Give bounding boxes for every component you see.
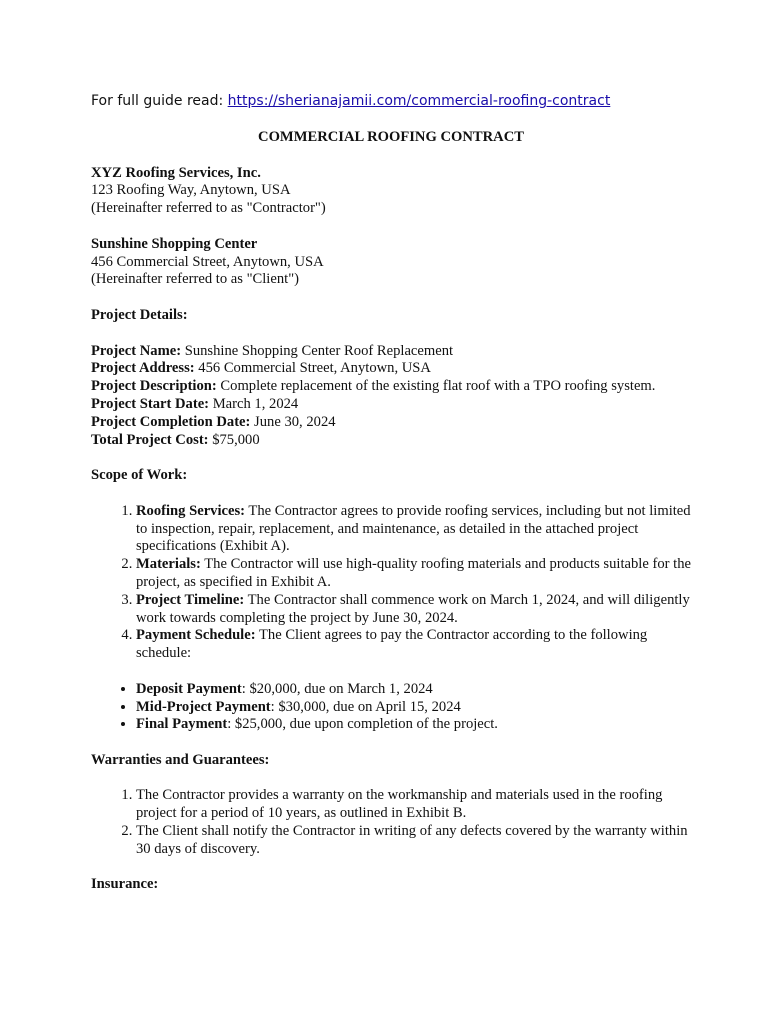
detail-label: Project Start Date: xyxy=(91,395,210,412)
project-detail-row xyxy=(91,396,691,414)
detail-value: Sunshine Shopping Center Roof Replacement xyxy=(181,342,454,359)
detail-label: Total Project Cost: xyxy=(91,431,209,448)
contract-body xyxy=(91,129,691,894)
guide-line xyxy=(91,92,610,110)
project-detail-row xyxy=(91,360,691,378)
contract-title: COMMERCIAL ROOFING CONTRACT xyxy=(258,129,524,145)
detail-label: Project Name: xyxy=(91,342,182,359)
project-detail-row xyxy=(91,432,691,450)
detail-label: Project Address: xyxy=(91,360,195,377)
scope-list xyxy=(91,503,691,663)
list-item: 4. Payment Schedule: The Client agrees to pay the Contractor according to the following schedule: xyxy=(136,627,691,663)
contractor-address: 123 Roofing Way, Anytown, USA xyxy=(91,182,291,199)
client-address: 456 Commercial Street, Anytown, USA xyxy=(91,253,324,270)
contractor-ref: (Hereinafter referred to as "Contractor") xyxy=(91,200,326,217)
client-ref: (Hereinafter referred to as "Client") xyxy=(91,271,300,288)
contractor-block xyxy=(91,165,691,218)
list-item: • Mid-Project Payment: $30,000, due on April 15, 2024 xyxy=(136,699,691,717)
guide-prefix: For full guide read: xyxy=(91,93,228,109)
detail-label: Project Completion Date: xyxy=(91,413,251,430)
scope-heading: Scope of Work: xyxy=(91,467,188,484)
list-item: • Final Payment: $25,000, due upon completion of the project. xyxy=(136,716,691,734)
project-details xyxy=(91,343,691,450)
warranties-heading: Warranties and Guarantees: xyxy=(91,751,270,768)
project-details-heading: Project Details: xyxy=(91,306,188,323)
insurance-heading: Insurance: xyxy=(91,876,159,893)
guide-link[interactable]: https://sherianajamii.com/commercial-roofing-contract xyxy=(227,93,611,109)
client-name: Sunshine Shopping Center xyxy=(91,235,258,252)
list-item: 1. The Contractor provides a warranty on the workmanship and materials used in the roofing project for a period of 10 years, as outlined in Exhibit B. xyxy=(136,787,691,823)
detail-value: $75,000 xyxy=(208,431,260,448)
list-item: • Deposit Payment: $20,000, due on March 1, 2024 xyxy=(136,681,691,699)
payment-list xyxy=(91,681,691,734)
project-detail-row xyxy=(91,343,691,361)
detail-value: Complete replacement of the existing flat roof with a TPO roofing system. xyxy=(216,378,656,395)
list-item: 2. Materials: The Contractor will use high-quality roofing materials and products suitable for the project, as specified in Exhibit A. xyxy=(136,556,691,592)
client-block xyxy=(91,236,691,289)
project-detail-row xyxy=(91,378,691,396)
detail-value: March 1, 2024 xyxy=(209,395,299,412)
list-item: 1. Roofing Services: The Contractor agrees to provide roofing services, including but not limited to inspection, repair, replacement, and maintenance, as detailed in the attached project specifications (Exhibit A). xyxy=(136,503,691,556)
detail-label: Project Description: xyxy=(91,378,217,395)
project-detail-row xyxy=(91,414,691,432)
contractor-name: XYZ Roofing Services, Inc. xyxy=(91,164,261,181)
warranties-list xyxy=(91,787,691,858)
list-item: 3. Project Timeline: The Contractor shall commence work on March 1, 2024, and will diligently work towards completing the project by June 30, 2024. xyxy=(136,592,691,628)
list-item: 2. The Client shall notify the Contractor in writing of any defects covered by the warranty within 30 days of discovery. xyxy=(136,823,691,859)
detail-value: June 30, 2024 xyxy=(250,413,336,430)
detail-value: 456 Commercial Street, Anytown, USA xyxy=(194,360,431,377)
